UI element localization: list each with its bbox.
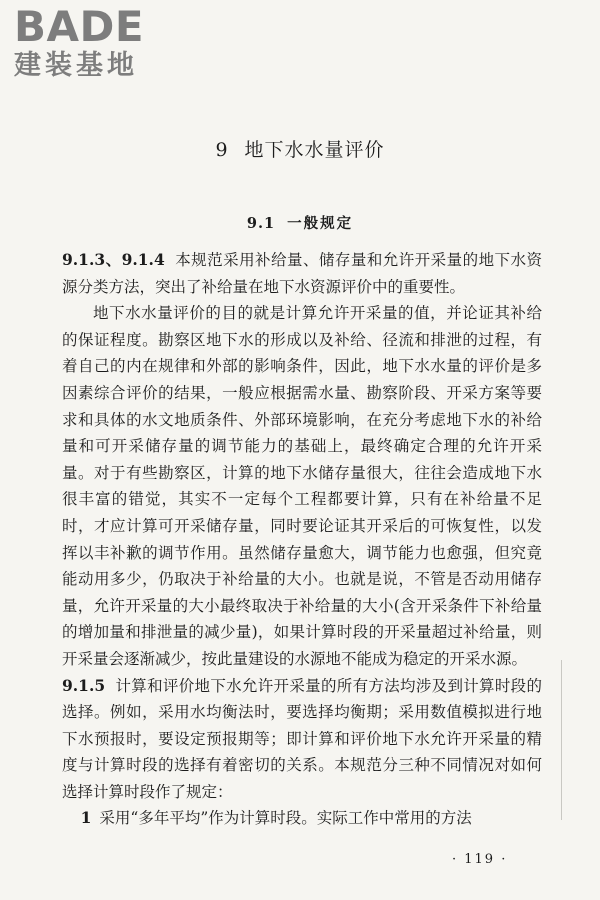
- section-title: 一般规定: [287, 215, 354, 232]
- page-number: · 119 ·: [452, 852, 508, 867]
- list-item-text: 采用“多年平均”作为计算时段。实际工作中常用的方法: [99, 809, 472, 828]
- chapter-title: 地下水水量评价: [244, 139, 385, 161]
- chapter-number: 9: [215, 139, 229, 161]
- paragraph-clause-9-1-3: [62, 247, 542, 300]
- body-text: [62, 247, 542, 832]
- clause-number: 9.1.5: [62, 675, 106, 695]
- bade-logo: [14, 2, 184, 82]
- list-item: [62, 805, 542, 832]
- paragraph-text: 地下水水量评价的目的就是计算允许开采量的值，并论证其补给的保证程度。勘察区地下水的形成以及补给、径流和排泄的过程，有着自己的内在规律和外部的影响条件，因此，地下水水量的评价是多因素综合评价的结果，一般应根据需水量、勘察阶段、开采方案等要求和具体的水文地质条件、外部环境影响，在充分考虑地下水的补给量和可开采储存量的调节能力的基础上，最终确定合理的允许开采量。对于有些勘察区，计算的地下水储存量很大，往往会造成地下水很丰富的错觉，其实不一定每个工程都要计算，只有在补给量不足时，才应计算可开采储存量，同时要论证其开采后的可恢复性，以发挥以丰补歉的调节作用。虽然储存量愈大，调节能力也愈强，但究竟能动用多少，仍取决于补给量的大小。也就是说，不管是否动用储存量，允许开采量的大小最终取决于补给量的大小(含开采条件下补给量的增加量和排泄量的减少量)，如果计算时段的开采量超过补给量，则开采量会逐渐减少，按此量建设的水源地不能成为稳定的开采水源。: [62, 304, 542, 668]
- logo-text: 建装基地: [14, 50, 138, 81]
- list-item-number: 1: [80, 808, 92, 828]
- paragraph-text: 本规范采用补给量、储存量和允许开采量的地下水资源分类方法，突出了补给量在地下水资源评价中的重要性。: [62, 251, 542, 296]
- section-number: 9.1: [246, 215, 276, 232]
- paragraph: [62, 300, 542, 672]
- paragraph-clause-9-1-5: [62, 673, 542, 806]
- scan-edge-line: [561, 660, 562, 820]
- chapter-heading: [0, 135, 600, 162]
- clause-number: 9.1.3、9.1.4: [62, 250, 165, 269]
- logo-mark: BADE: [14, 2, 145, 51]
- section-heading: [0, 212, 600, 233]
- paragraph-text: 计算和评价地下水允许开采量的所有方法均涉及到计算时段的选择。例如，采用水均衡法时，要选择均衡期；采用数值模拟进行地下水预报时，要设定预报期等；即计算和评价地下水允许开采量的精度与计算时段的选择有着密切的关系。本规范分三种不同情况对如何选择计算时段作了规定：: [62, 676, 542, 801]
